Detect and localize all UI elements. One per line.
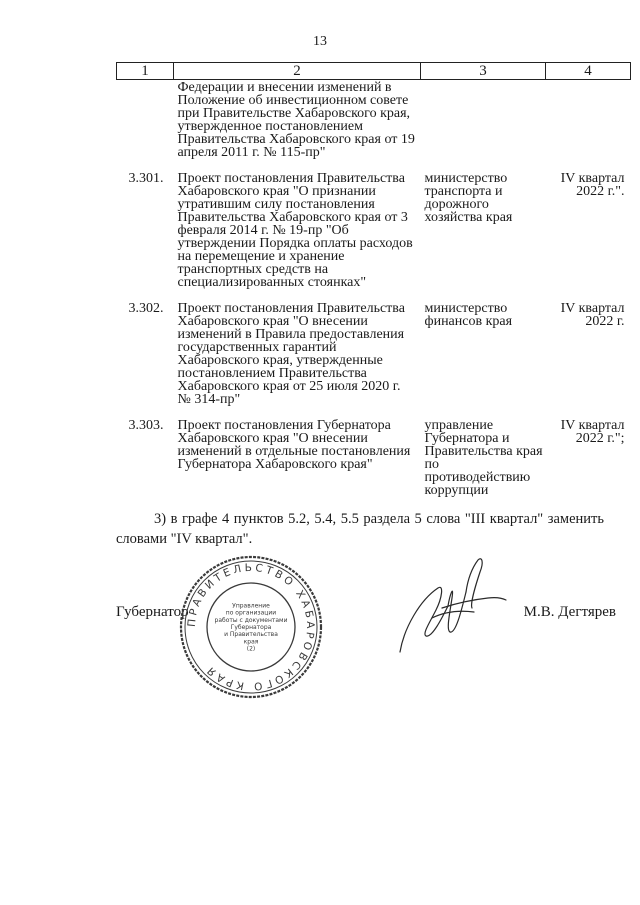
item-responsible: министерство финансов края [424, 301, 513, 329]
table-row [117, 80, 631, 173]
column-header-4: 4 [546, 63, 631, 80]
item-description: Проект постановления Правительства Хабаровского края "О внесении изменений в Правила предоставления государственных гарантий Хабаровского края, утвержденные постановлением Правительства Хабаровского края от 25 июля 2020 г. № 314-пр" [177, 301, 405, 407]
item-number [117, 80, 174, 173]
item-responsible [421, 80, 546, 173]
seal-inner-text [215, 602, 288, 652]
table-row [117, 302, 631, 419]
seal-ring-text: ПРАВИТЕЛЬСТВО ХАБАРОВСКОГО КРАЯ [185, 561, 317, 693]
seal-inner-line: (2) [246, 645, 256, 653]
seal-inner-line: по организации [225, 609, 277, 617]
column-header-2: 2 [174, 63, 421, 80]
signatory-title: Губернатор [116, 604, 189, 620]
item-term: IV квартал 2022 г.". [560, 171, 625, 199]
seal-inner-line: края [243, 638, 259, 646]
table-row [117, 419, 631, 510]
item-description: Проект постановления Правительства Хабаровского края "О признании утратившим силу постановления Правительства Хабаровского края от 3 февраля 2014 г. № 19-пр "Об утверждении Порядка оплаты расходов на перемещение и хранение транспортных средств на специализированных стоянках" [177, 171, 413, 290]
plan-table [116, 62, 631, 510]
item-term: IV квартал 2022 г. [560, 301, 625, 329]
item-number: 3.301. [128, 171, 164, 186]
table-header-row [117, 63, 631, 80]
table-row [117, 172, 631, 302]
page-number: 13 [313, 34, 327, 49]
signatory-name: М.В. Дегтярев [523, 604, 616, 620]
seal-inner-line: и Правительства [224, 631, 278, 639]
item-number: 3.303. [128, 418, 164, 433]
official-seal-stamp [176, 552, 326, 702]
item-description: Проект постановления Губернатора Хабаровского края "О внесении изменений в отдельные постановления Губернатора Хабаровского края" [177, 418, 411, 472]
seal-inner-line: Губернатора [230, 624, 272, 631]
item-term [546, 80, 631, 173]
seal-inner-line: Управление [232, 602, 270, 610]
amendment-paragraph: 3) в графе 4 пунктов 5.2, 5.4, 5.5 раздела 5 слова "III квартал" заменить словами "IV квартал". [116, 511, 604, 547]
item-description: Федерации и внесении изменений в Положение об инвестиционном совете при Правительстве Хабаровского края, утвержденное постановлением Правительства Хабаровского края от 19 апреля 2011 г. № 115-пр" [177, 80, 415, 160]
column-header-3: 3 [421, 63, 546, 80]
seal-inner-line: работы с документами [214, 616, 288, 624]
item-responsible: министерство транспорта и дорожного хозяйства края [424, 171, 513, 225]
item-responsible: управление Губернатора и Правительства края по противодействию коррупции [424, 418, 543, 498]
item-number: 3.302. [128, 301, 164, 316]
column-header-1: 1 [117, 63, 174, 80]
item-term: IV квартал 2022 г."; [560, 418, 625, 446]
handwritten-signature [392, 548, 512, 660]
